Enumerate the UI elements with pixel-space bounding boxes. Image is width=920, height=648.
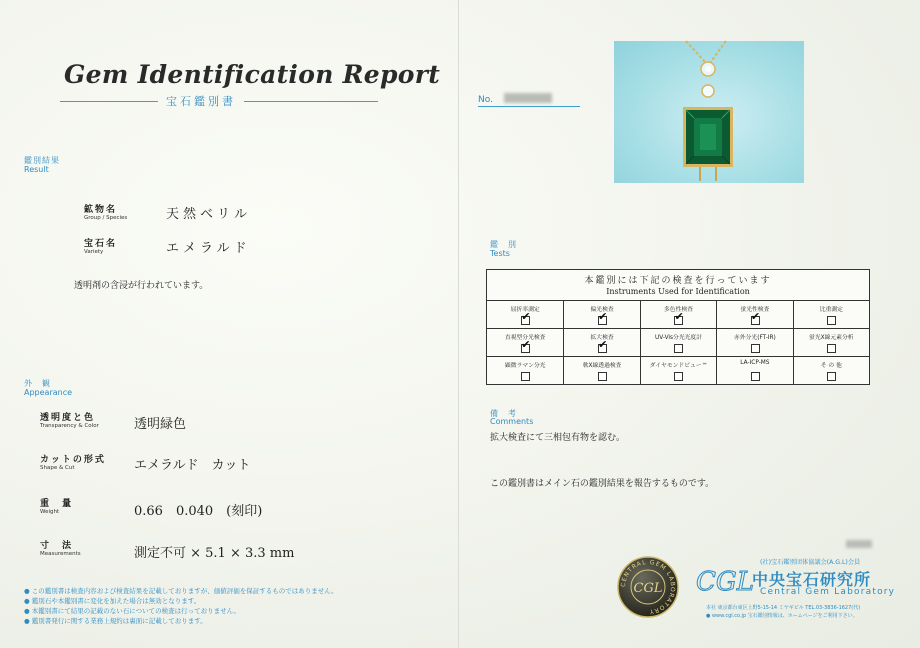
tests-grid bbox=[487, 300, 869, 384]
check-mark-icon: ✔ bbox=[598, 310, 608, 323]
unchecked-checkbox-icon bbox=[521, 372, 530, 381]
emerald-pendant-image bbox=[614, 41, 804, 183]
test-label: 軟X線透過検査 bbox=[582, 363, 622, 369]
test-cell bbox=[640, 300, 716, 328]
checked-checkbox-icon bbox=[521, 310, 531, 325]
test-cell bbox=[640, 356, 716, 384]
lab-name-jp: 中央宝石研究所 bbox=[752, 570, 872, 589]
unchecked-checkbox-icon bbox=[827, 372, 836, 381]
unchecked-checkbox-icon bbox=[598, 372, 607, 381]
checked-checkbox-icon bbox=[598, 310, 608, 325]
test-label: 拡大検査 bbox=[590, 335, 614, 341]
disclaimer-line: ● 本鑑別書にて結果の記載のない石についての検査は行っておりません。 bbox=[24, 607, 240, 615]
disclaimer-line: ● この鑑別書は検査内容および検査結果を記載しておりますが、価値評価を保証するものではありません。 bbox=[24, 587, 338, 595]
report-title: Gem Identification Report bbox=[64, 60, 441, 89]
page-fold bbox=[458, 0, 459, 648]
unchecked-checkbox-icon bbox=[827, 316, 836, 325]
tests-section-en: Tests bbox=[490, 249, 510, 258]
tests-heading-jp: 本鑑別には下記の検査を行っています bbox=[584, 276, 772, 286]
species-label-en: Group / Species bbox=[84, 215, 128, 221]
check-mark-icon: ✔ bbox=[521, 338, 531, 351]
cut-value: エメラルド カット bbox=[134, 458, 251, 473]
color-label-en: Transparency & Color bbox=[40, 423, 99, 429]
check-mark-icon: ✔ bbox=[598, 338, 608, 351]
svg-text:CGL: CGL bbox=[633, 581, 663, 596]
checked-checkbox-icon bbox=[521, 338, 531, 353]
test-label: 蛍光X線元素分析 bbox=[809, 335, 854, 341]
unchecked-checkbox-icon bbox=[751, 372, 760, 381]
lab-name-en: Central Gem Laboratory bbox=[760, 587, 896, 597]
test-label: そ の 他 bbox=[820, 363, 842, 369]
color-label-jp: 透明度と色 bbox=[40, 413, 96, 423]
test-label: 多色性検査 bbox=[663, 307, 693, 313]
test-cell bbox=[793, 328, 869, 356]
appearance-section-en: Appearance bbox=[24, 388, 73, 397]
appearance-section-jp: 外 観 bbox=[24, 379, 51, 388]
species-label-jp: 鉱物名 bbox=[84, 205, 118, 215]
result-section-jp: 鑑別結果 bbox=[24, 156, 60, 165]
color-value: 透明緑色 bbox=[134, 417, 187, 432]
report-number-value bbox=[504, 93, 552, 103]
tests-section-jp: 鑑 別 bbox=[490, 240, 517, 249]
comments-section-en: Comments bbox=[490, 417, 534, 426]
test-cell bbox=[563, 356, 639, 384]
lab-website: ● www.cgl.co.jp 宝石鑑別情報は、ホームページをご利用下さい。 bbox=[706, 613, 858, 619]
test-label: 顕微ラマン分光 bbox=[504, 363, 546, 369]
measurements-value: 測定不可 × 5.1 × 3.3 mm bbox=[134, 546, 295, 561]
svg-text:CGL: CGL bbox=[696, 567, 754, 597]
test-cell bbox=[716, 356, 792, 384]
treatment-note: 透明剤の含浸が行われています。 bbox=[74, 281, 209, 291]
svg-text:CENTRAL GEM LABORATORY: CENTRAL GEM LABORATORY bbox=[619, 558, 677, 616]
lab-association: (社)宝石鑑別団体協議会(A.G.L)会員 bbox=[760, 559, 861, 566]
comments-section-jp: 備 考 bbox=[490, 409, 517, 418]
comments-text: 拡大検査にて三相包有物を認む。 bbox=[490, 433, 626, 443]
checked-checkbox-icon bbox=[598, 338, 608, 353]
test-cell bbox=[793, 356, 869, 384]
test-label: 直視型分光検査 bbox=[504, 335, 546, 341]
disclaimer-line: ● 鑑別石や本鑑別書に変化を加えた場合は無効となります。 bbox=[24, 597, 201, 605]
weight-value: 0.66 0.040 (刻印) bbox=[134, 504, 263, 519]
test-cell bbox=[716, 328, 792, 356]
cgl-logo-icon bbox=[696, 560, 754, 600]
test-label: 赤外分光(FT-IR) bbox=[734, 335, 776, 341]
measurements-label-en: Measurements bbox=[40, 551, 81, 557]
cut-label-en: Shape & Cut bbox=[40, 465, 75, 471]
test-label: 屈折率測定 bbox=[510, 307, 540, 313]
unchecked-checkbox-icon bbox=[674, 344, 683, 353]
report-number-label: No. bbox=[478, 95, 493, 105]
redacted-stamp bbox=[846, 540, 872, 548]
checked-checkbox-icon bbox=[674, 310, 684, 325]
test-label: LA-ICP-MS bbox=[740, 360, 770, 366]
tests-heading-en: Instruments Used for Identification bbox=[606, 287, 750, 296]
test-label: 蛍光性検査 bbox=[740, 307, 770, 313]
test-cell bbox=[563, 328, 639, 356]
report-number-rule bbox=[478, 106, 580, 107]
unchecked-checkbox-icon bbox=[827, 344, 836, 353]
test-label: ダイヤモンドビュー™ bbox=[649, 363, 708, 369]
check-mark-icon: ✔ bbox=[750, 310, 761, 323]
test-label: 比重測定 bbox=[819, 307, 843, 313]
test-cell bbox=[716, 300, 792, 328]
variety-value: エメラルド bbox=[166, 241, 251, 256]
species-value: 天然ベリル bbox=[166, 207, 252, 222]
test-cell bbox=[640, 328, 716, 356]
check-mark-icon: ✔ bbox=[674, 310, 684, 323]
test-cell bbox=[793, 300, 869, 328]
lab-address: 本社 東京都台東区上野5-15-14 ミヤギビル TEL.03-3836-1627(代) bbox=[706, 605, 861, 611]
check-mark-icon: ✔ bbox=[521, 310, 531, 323]
test-cell bbox=[487, 300, 563, 328]
test-label: 偏光検査 bbox=[590, 307, 614, 313]
variety-label-jp: 宝石名 bbox=[84, 239, 118, 249]
tests-table bbox=[486, 269, 870, 385]
gem-photo bbox=[614, 41, 804, 183]
disclaimer-line: ● 鑑別書発行に関する業務上規約は裏面に記載しております。 bbox=[24, 617, 207, 625]
result-section-en: Result bbox=[24, 165, 49, 174]
test-cell bbox=[487, 328, 563, 356]
measurements-label-jp: 寸 法 bbox=[40, 541, 74, 551]
test-cell bbox=[487, 356, 563, 384]
unchecked-checkbox-icon bbox=[751, 344, 760, 353]
weight-label-jp: 重 量 bbox=[40, 499, 74, 509]
test-cell bbox=[563, 300, 639, 328]
test-label: UV-Vis分光光度計 bbox=[654, 335, 703, 341]
report-subtitle: 宝石鑑別書 bbox=[158, 93, 244, 109]
laboratory-seal-icon bbox=[617, 556, 679, 618]
variety-label-en: Variety bbox=[84, 249, 104, 255]
checked-checkbox-icon bbox=[750, 310, 761, 325]
unchecked-checkbox-icon bbox=[674, 372, 683, 381]
weight-label-en: Weight bbox=[40, 509, 60, 515]
report-scope-note: この鑑別書はメイン石の鑑別結果を報告するものです。 bbox=[490, 479, 715, 489]
cut-label-jp: カットの形式 bbox=[40, 455, 106, 465]
